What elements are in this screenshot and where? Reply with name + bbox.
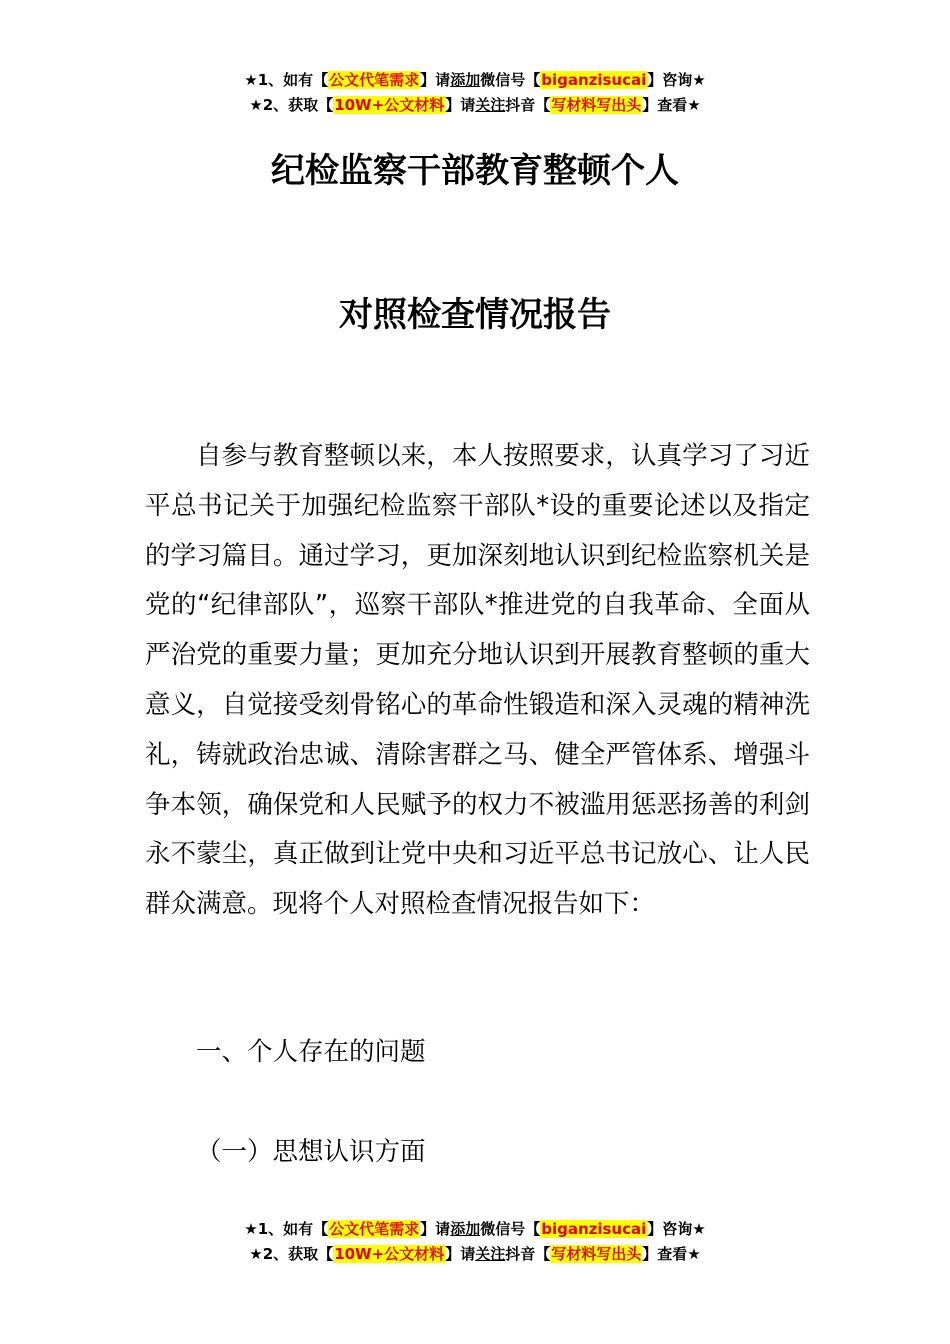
highlight-wechat-id: biganzisucai — [541, 71, 647, 89]
highlight-service: 公文代笔需求 — [329, 71, 420, 89]
highlight-wechat-id: biganzisucai — [541, 1220, 647, 1238]
highlight-douyin: 写材料写出头 — [551, 1245, 642, 1263]
subsection-heading-1: （一）思想认识方面 — [196, 1137, 426, 1167]
underlined-add: 添加 — [450, 71, 481, 89]
banner-line-2: ★2、获取【10W+公文材料】请关注抖音【写材料写出头】查看★ — [249, 96, 701, 114]
banner-line-2: ★2、获取【10W+公文材料】请关注抖音【写材料写出头】查看★ — [249, 1245, 701, 1263]
banner-line-1: ★1、如有【公文代笔需求】请添加微信号【biganzisucai】咨询★ — [244, 1220, 706, 1238]
highlight-service: 公文代笔需求 — [329, 1220, 420, 1238]
underlined-follow: 关注 — [475, 1245, 506, 1263]
footer-banner — [0, 1217, 950, 1267]
banner-line-1: ★1、如有【公文代笔需求】请添加微信号【biganzisucai】咨询★ — [244, 71, 706, 89]
highlight-douyin: 写材料写出头 — [551, 96, 642, 114]
document-title-line-1: 纪检监察干部教育整顿个人 — [271, 151, 679, 191]
highlight-materials: 10W+公文材料 — [334, 1245, 445, 1263]
underlined-follow: 关注 — [475, 96, 506, 114]
intro-paragraph: 自参与教育整顿以来，本人按照要求，认真学习了习近平总书记关于加强纪检监察干部队*设的重要论述以及指定的学习篇目。通过学习，更加深刻地认识到纪检监察机关是党的“纪律部队”，巡察干部队*推进党的自我革命、全面从严治党的重要力量；更加充分地认识到开展教育整顿的重大意义，自觉接受刻骨铭心的革命性锻造和深入灵魂的精神洗礼，铸就政治忠诚、清除害群之马、健全严管体系、增强斗争本领，确保党和人民赋予的权力不被滥用惩恶扬善的利剑永不蒙尘，真正做到让党中央和习近平总书记放心、让人民群众满意。现将个人对照检查情况报告如下： — [145, 441, 810, 920]
section-heading-1: 一、个人存在的问题 — [196, 1037, 426, 1067]
highlight-materials: 10W+公文材料 — [334, 96, 445, 114]
document-title-line-2: 对照检查情况报告 — [339, 295, 611, 335]
header-banner — [0, 68, 950, 118]
underlined-add: 添加 — [450, 1220, 481, 1238]
